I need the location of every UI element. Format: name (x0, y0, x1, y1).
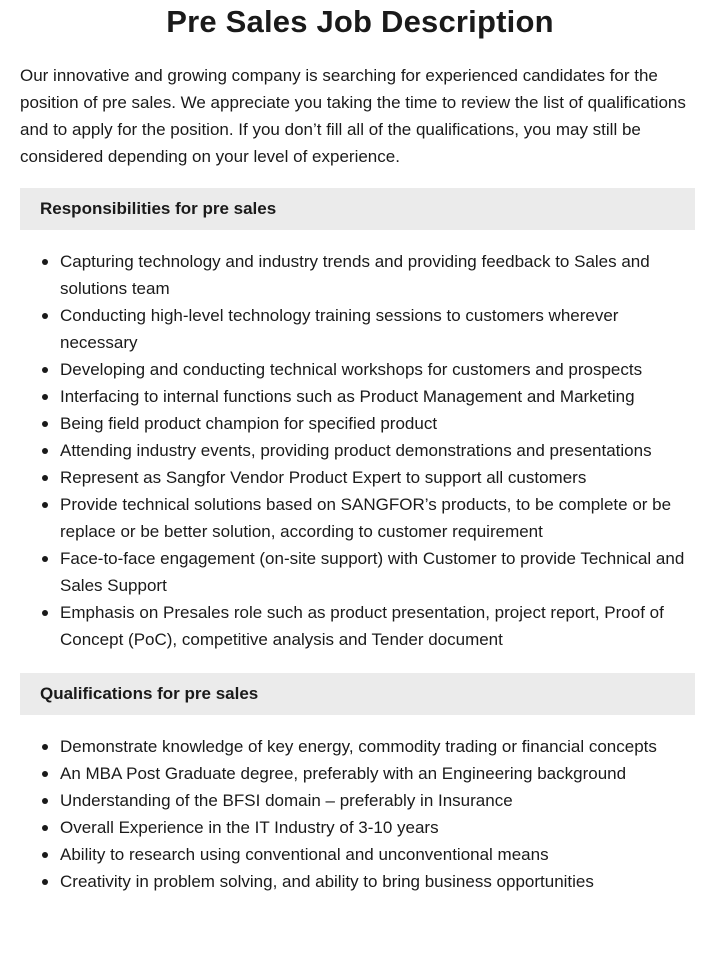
list-item (20, 302, 695, 356)
list-item-text: Creativity in problem solving, and ability to bring business opportunities (60, 872, 594, 891)
list-item (20, 248, 695, 302)
bullet-icon (42, 448, 48, 454)
list-item-text: Attending industry events, providing product demonstrations and presentations (60, 441, 652, 460)
list-item (20, 437, 695, 464)
bullet-icon (42, 502, 48, 508)
bullet-icon (42, 367, 48, 373)
bullet-icon (42, 556, 48, 562)
bullet-icon (42, 259, 48, 265)
list-item (20, 760, 695, 787)
list-item-text: Represent as Sangfor Vendor Product Expert to support all customers (60, 468, 587, 487)
list-item (20, 545, 695, 599)
list-item (20, 410, 695, 437)
list-item-text: Interfacing to internal functions such as Product Management and Marketing (60, 387, 635, 406)
list-item-text: Capturing technology and industry trends and providing feedback to Sales and solutions team (60, 252, 650, 298)
bullet-icon (42, 798, 48, 804)
list-item (20, 491, 695, 545)
bullet-icon (42, 421, 48, 427)
responsibilities-list (20, 248, 695, 653)
list-item-text: An MBA Post Graduate degree, preferably with an Engineering background (60, 764, 627, 783)
bullet-icon (42, 825, 48, 831)
list-item (20, 356, 695, 383)
list-item (20, 787, 695, 814)
list-item-text: Emphasis on Presales role such as product presentation, project report, Proof of Concept (PoC), competitive analysis and Tender document (60, 603, 664, 649)
list-item (20, 733, 695, 760)
qualifications-list (20, 733, 695, 895)
qualifications-heading: Qualifications for pre sales (20, 673, 695, 715)
intro-paragraph: Our innovative and growing company is searching for experienced candidates for the position of pre sales. We appreciate you taking the time to review the list of qualifications and to apply for the position. If you don’t fill all of the qualifications, you may still be considered depending on your level of experience. (20, 66, 686, 166)
bullet-icon (42, 475, 48, 481)
list-item-text: Ability to research using conventional and unconventional means (60, 845, 549, 864)
list-item (20, 814, 695, 841)
list-item (20, 868, 695, 895)
bullet-icon (42, 744, 48, 750)
list-item-text: Understanding of the BFSI domain – preferably in Insurance (60, 791, 513, 810)
page-title: Pre Sales Job Description (166, 4, 554, 39)
bullet-icon (42, 852, 48, 858)
list-item (20, 599, 695, 653)
list-item-text: Provide technical solutions based on SANGFOR’s products, to be complete or be replace or be better solution, according to customer requirement (60, 495, 672, 541)
list-item-text: Being field product champion for specified product (60, 414, 438, 433)
list-item-text: Overall Experience in the IT Industry of 3-10 years (60, 818, 439, 837)
bullet-icon (42, 771, 48, 777)
list-item (20, 383, 695, 410)
list-item-text: Demonstrate knowledge of key energy, commodity trading or financial concepts (60, 737, 657, 756)
list-item-text: Developing and conducting technical workshops for customers and prospects (60, 360, 643, 379)
bullet-icon (42, 610, 48, 616)
bullet-icon (42, 879, 48, 885)
list-item (20, 464, 695, 491)
bullet-icon (42, 313, 48, 319)
list-item-text: Face-to-face engagement (on-site support) with Customer to provide Technical and Sales Support (60, 549, 685, 595)
responsibilities-heading: Responsibilities for pre sales (20, 188, 695, 230)
bullet-icon (42, 394, 48, 400)
list-item-text: Conducting high-level technology training sessions to customers wherever necessary (60, 306, 619, 352)
list-item (20, 841, 695, 868)
